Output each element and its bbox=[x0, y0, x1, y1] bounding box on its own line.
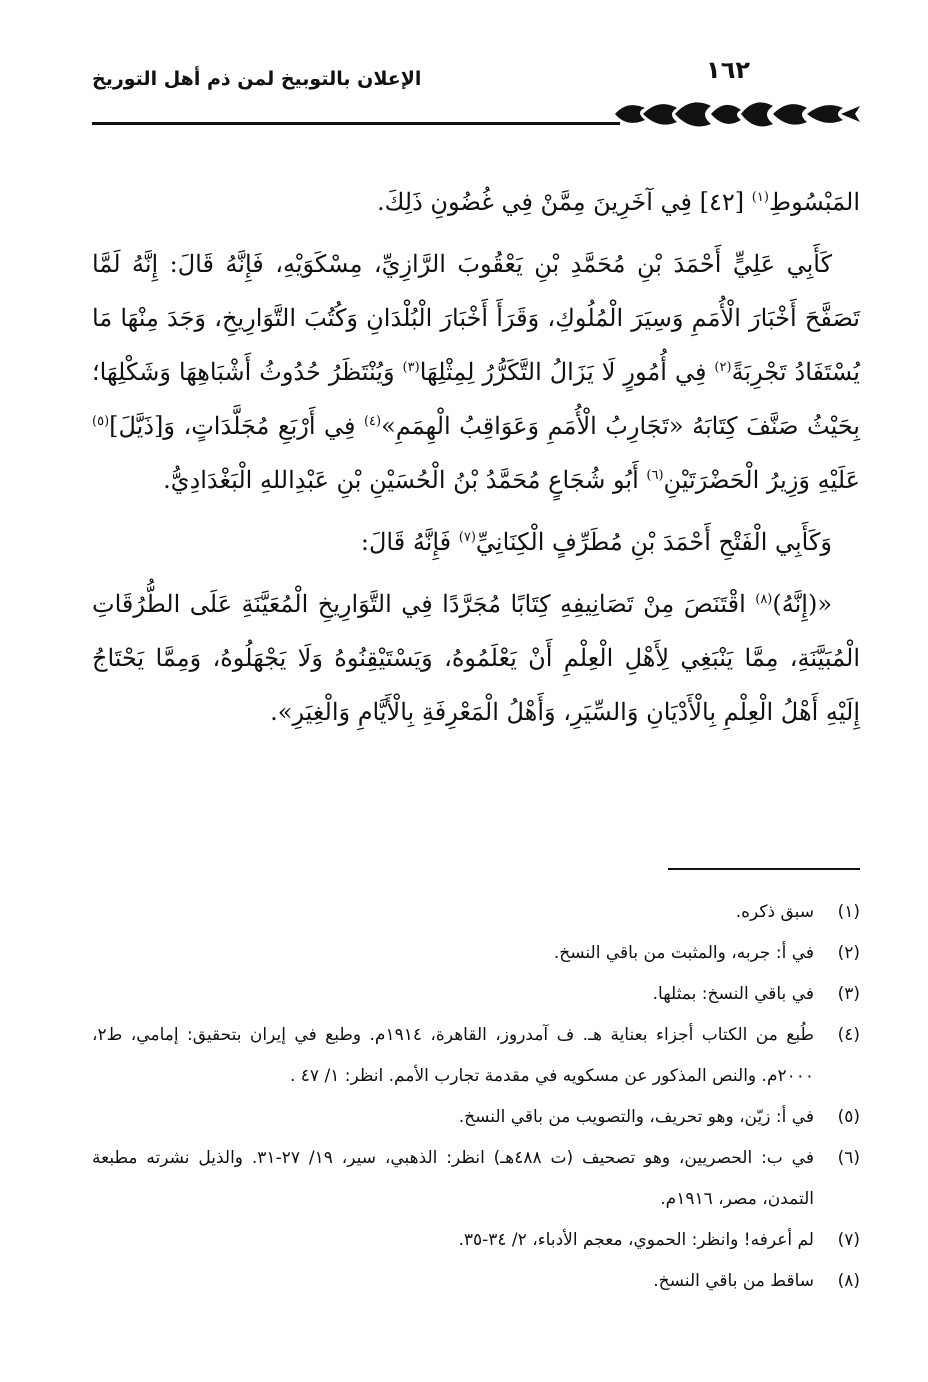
footnote-text: طُبع من الكتاب أجزاء بعناية هـ. ف آمدروز، القاهرة، ١٩١٤م. وطبع في إيران بتحقيق: إمامي، ط٢، ٢٠٠٠م. والنص المذكور عن مسكويه في مقدمة تجارب الأمم. انظر: ١/ ٤٧ . bbox=[92, 1025, 815, 1086]
body-paragraph bbox=[92, 175, 860, 229]
text-run: وَيُنْتَظَرُ حُدُوثُ أَشْبَاهِهَا وَشَكْلِهَا؛ بِحَيْثُ صَنَّفَ كِتَابَهُ «تَجَارِبُ الْأُمَمِ وَعَوَاقِبُ الْهِمَمِ» bbox=[92, 358, 860, 440]
page-number: ١٦٢ bbox=[706, 56, 750, 84]
footnote-marker: (٨) bbox=[755, 592, 773, 607]
footnote-text: في أ: جربه، والمثبت من باقي النسخ. bbox=[553, 943, 814, 963]
text-run: فِي أَرْبَعِ مُجَلَّدَاتٍ، وَ[ذَيَّلَ] bbox=[109, 412, 364, 440]
footnote-number: (١) bbox=[837, 902, 860, 922]
running-title: الإعلان بالتوبيخ لمن ذم أهل التوريخ bbox=[92, 68, 422, 90]
header-rule bbox=[92, 122, 620, 125]
text-run: كَأَبِي عَلِيٍّ أَحْمَدَ بْنِ مُحَمَّدِ بْنِ يَعْقُوبَ الرَّازِيِّ، مِسْكَوَيْهِ، فَإِنَّهُ قَالَ: إِنَّهُ لَمَّا تَصَفَّحَ أَخْبَارَ الْأُمَمِ وَسِيَرَ الْمُلُوكِ، وَقَرَأَ أَخْبَارَ الْبُلْدَانِ وَكُتُبَ التَّوَارِيخِ، وَجَدَ مِنْهَا مَا يُسْتَفَادُ تَجْرِبَةً bbox=[92, 250, 860, 386]
body-paragraph bbox=[92, 237, 860, 507]
footnote-separator bbox=[668, 868, 860, 870]
footnote-number: (٧) bbox=[837, 1230, 860, 1250]
footnote-marker: (٥) bbox=[92, 414, 110, 429]
footnote-marker: (٧) bbox=[458, 530, 476, 545]
text-run: فَإِنَّهُ قَالَ: bbox=[360, 528, 459, 556]
footnote-text: ساقط من باقي النسخ. bbox=[653, 1271, 814, 1291]
page-header bbox=[92, 52, 860, 126]
text-run: «(إِنَّهُ) bbox=[772, 590, 832, 618]
text-run: عَلَيْهِ وَزِيرُ الْحَضْرَتَيْنِ bbox=[663, 466, 860, 494]
text-run: وَكَأَبِي الْفَتْحِ أَحْمَدَ بْنِ مُطَرِّفٍ الْكِنَانِيِّ bbox=[475, 528, 832, 556]
footnote-marker: (٤) bbox=[363, 414, 382, 429]
footnote-item bbox=[92, 1015, 860, 1097]
text-run: أَبُو شُجَاعٍ مُحَمَّدُ بْنُ الْحُسَيْنِ بْنِ عَبْدِاللهِ الْبَغْدَادِيُّ. bbox=[163, 466, 647, 494]
footnote-text: في أ: زيّن، وهو تحريف، والتصويب من باقي النسخ. bbox=[458, 1107, 814, 1127]
footnote-marker: (٢) bbox=[714, 360, 732, 375]
footnote-number: (٨) bbox=[837, 1271, 860, 1291]
footnote-number: (٣) bbox=[837, 984, 860, 1004]
footnote-marker: (٦) bbox=[646, 468, 664, 483]
text-run: فِي أُمُورٍ لَا يَزَالُ التَّكَرُّرُ لِمِثْلِهَا bbox=[419, 358, 715, 386]
footnote-item bbox=[92, 1261, 860, 1302]
footnote-text: في ب: الحصريين، وهو تصحيف (ت ٤٨٨هـ) انظر: الذهبي، سير، ١٩/ ٢٧-٣١. والذيل نشرته مطبعة التمدن، مصر، ١٩١٦م. bbox=[92, 1148, 814, 1209]
footnote-item bbox=[92, 1097, 860, 1138]
main-text bbox=[92, 175, 860, 739]
footnote-number: (٤) bbox=[837, 1025, 860, 1045]
footnote-item bbox=[92, 933, 860, 974]
footnote-number: (٢) bbox=[837, 943, 860, 963]
footnote-number: (٥) bbox=[837, 1107, 860, 1127]
text-run: [٤٢] فِي آخَرِينَ مِمَّنْ فِي غُضُونِ ذَلِكَ. bbox=[376, 188, 752, 216]
body-paragraph bbox=[92, 577, 860, 739]
footnote-item bbox=[92, 1220, 860, 1261]
ornament-divider-icon bbox=[615, 96, 860, 132]
footnote-marker: (٣) bbox=[402, 360, 420, 375]
footnote-text: سبق ذكره. bbox=[735, 902, 814, 922]
footnote-marker: (١) bbox=[751, 190, 769, 205]
footnotes bbox=[92, 892, 860, 1302]
footnote-text: في باقي النسخ: بمثلها. bbox=[652, 984, 814, 1004]
footnote-item bbox=[92, 974, 860, 1015]
text-run: المَبْسُوطِ bbox=[768, 188, 860, 216]
body-paragraph bbox=[92, 515, 860, 569]
footnote-item bbox=[92, 1138, 860, 1220]
text-run: اقْتَنَصَ مِنْ تَصَانِيفِهِ كِتَابًا مُجَرَّدًا فِي التَّوَارِيخِ الْمُعَيَّنَةِ عَلَى الطُّرُقَاتِ الْمُبَيَّنَةِ، مِمَّا يَنْبَغِي لِأَهْلِ الْعِلْمِ أَنْ يَعْلَمُوهُ، وَيَسْتَيْقِنُوهُ وَلَا يَجْهَلُوهُ، وَمِمَّا يَحْتَاجُ إِلَيْهِ أَهْلُ الْعِلْمِ بِالْأَدْيَانِ وَالسِّيَرِ، وَأَهْلُ الْمَعْرِفَةِ بِالْأَيَّامِ وَالْغِيَرِ». bbox=[92, 590, 860, 726]
footnote-number: (٦) bbox=[837, 1148, 860, 1168]
footnote-item bbox=[92, 892, 860, 933]
footnote-text: لم أعرفه! وانظر: الحموي، معجم الأدباء، ٢/ ٣٤-٣٥. bbox=[458, 1230, 814, 1250]
